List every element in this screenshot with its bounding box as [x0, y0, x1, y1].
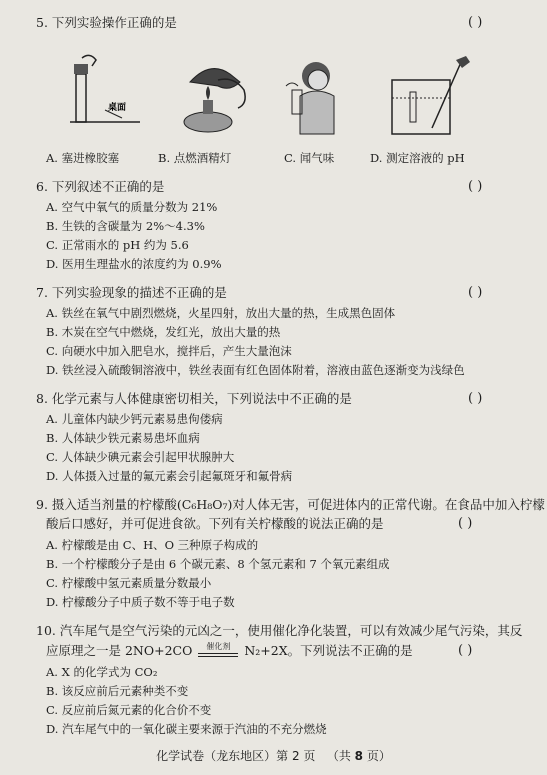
option-a: A. X 的化学式为 CO₂ [46, 665, 158, 679]
question-6-stem: 6. 下列叙述不正确的是 [36, 179, 165, 194]
figure-stopper-test-tube [50, 52, 150, 142]
option-a: A. 塞进橡胶塞 [46, 151, 120, 165]
option-d: D. 人体摄入过量的氟元素会引起氟斑牙和氟骨病 [46, 469, 293, 483]
option-d: D. 铁丝浸入硫酸铜溶液中，铁丝表面有红色固体附着，溶液由蓝色逐渐变为浅绿色 [46, 363, 465, 377]
option-b: B. 点燃酒精灯 [158, 151, 232, 165]
question-5-stem: 5. 下列实验操作正确的是 [36, 15, 177, 30]
figure-ph-test [380, 52, 480, 142]
question-9-line-2: 酸后口感好，并可促进食欲。下列有关柠檬酸的说法正确的是 [46, 516, 384, 531]
option-c: C. 反应前后氮元素的化合价不变 [46, 703, 212, 717]
option-b: B. 一个柠檬酸分子是由 6 个碳元素、8 个氢元素和 7 个氧元素组成 [46, 557, 390, 571]
option-c: C. 向硬水中加入肥皂水，搅拌后，产生大量泡沫 [46, 344, 292, 358]
option-d: D. 医用生理盐水的浓度约为 0.9% [46, 257, 222, 271]
figure-smell-gas [272, 52, 362, 142]
option-a: A. 柠檬酸是由 C、H、O 三种原子构成的 [46, 538, 259, 552]
option-d: D. 柠檬酸分子中质子数不等于电子数 [46, 595, 235, 609]
option-c: C. 人体缺少碘元素会引起甲状腺肿大 [46, 450, 235, 464]
answer-paren: ( ) [468, 179, 483, 194]
option-b: B. 生铁的含碳量为 2%～4.3% [46, 219, 205, 233]
option-b: B. 该反应前后元素种类不变 [46, 684, 189, 698]
option-a: A. 空气中氧气的质量分数为 21% [46, 200, 218, 214]
answer-paren: ( ) [468, 15, 483, 30]
question-10-line-1: 10. 汽车尾气是空气污染的元凶之一，使用催化净化装置，可以有效减少尾气污染，其反 [36, 623, 523, 638]
page-footer: 化学试卷（龙东地区）第 2 页 （共 8 页） [156, 749, 391, 763]
option-b: B. 木炭在空气中燃烧，发红光，放出大量的热 [46, 325, 281, 339]
answer-paren: ( ) [468, 285, 483, 300]
option-c: C. 闻气味 [284, 151, 335, 165]
question-7-stem: 7. 下列实验现象的描述不正确的是 [36, 285, 227, 300]
question-9-line-1: 9. 摄入适当剂量的柠檬酸(C₆H₈O₇)对人体无害，可促进体内的正常代谢。在食品中加入柠檬 [36, 497, 545, 512]
option-c: C. 柠檬酸中氢元素质量分数最小 [46, 576, 212, 590]
option-b: B. 人体缺少铁元素易患坏血病 [46, 431, 200, 445]
question-8-stem: 8. 化学元素与人体健康密切相关，下列说法中不正确的是 [36, 391, 352, 406]
reaction-arrow: 催化剂 [196, 645, 240, 659]
option-c: C. 正常雨水的 pH 约为 5.6 [46, 238, 189, 252]
question-10-line-2: 应原理之一是 2NO+2CO 催化剂 N₂+2X。下列说法不正确的是 [46, 641, 413, 658]
option-d: D. 汽车尾气中的一氧化碳主要来源于汽油的不充分燃烧 [46, 722, 327, 736]
answer-paren: ( ) [468, 391, 483, 406]
figure-alcohol-lamp [160, 52, 260, 142]
option-d: D. 测定溶液的 pH [370, 151, 465, 165]
desk-label: 桌面 [108, 103, 127, 113]
answer-paren: ( ) [458, 516, 473, 531]
answer-paren: ( ) [458, 643, 473, 658]
option-a: A. 儿童体内缺少钙元素易患佝偻病 [46, 412, 223, 426]
option-a: A. 铁丝在氧气中剧烈燃烧，火星四射，放出大量的热，生成黑色固体 [46, 306, 396, 320]
